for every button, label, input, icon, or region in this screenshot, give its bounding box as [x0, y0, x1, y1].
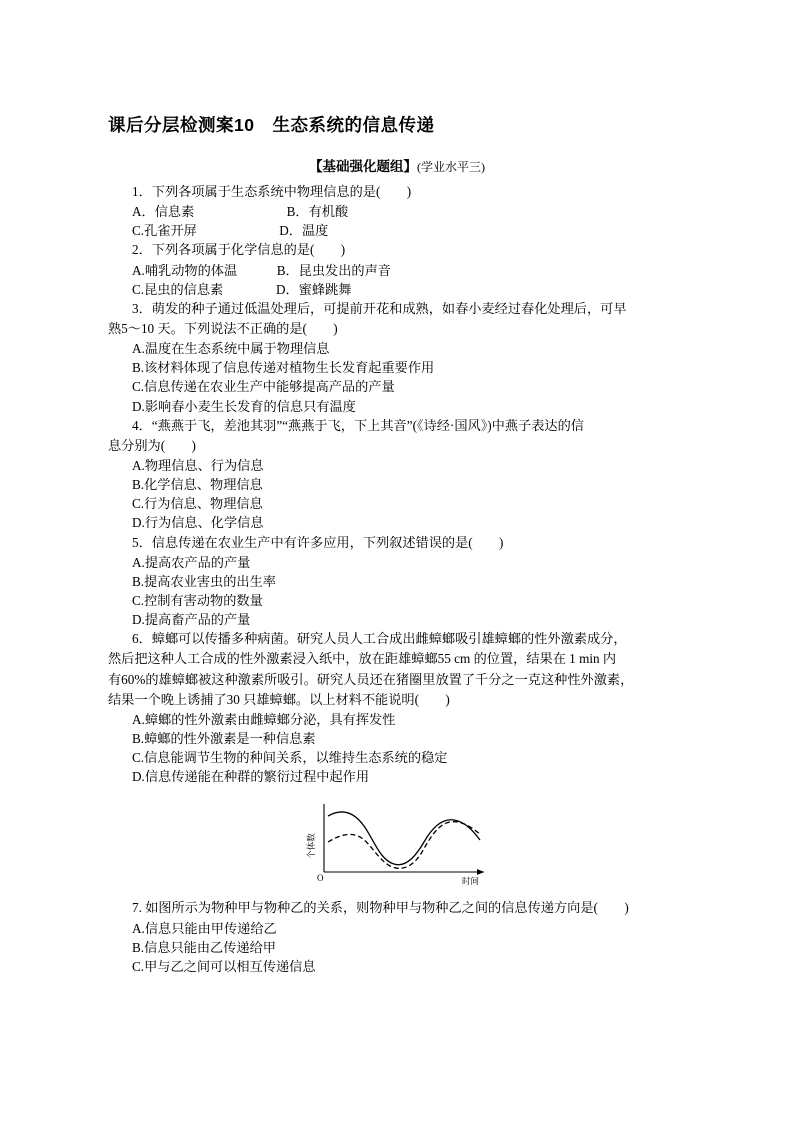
question-2-option-row-2: C.昆虫的信息素 D．蜜蜂跳舞	[132, 281, 352, 297]
page-title: 课后分层检测案10 生态系统的信息传递	[108, 115, 435, 135]
question-2-stem: 2．下列各项属于化学信息的是( )	[132, 242, 346, 258]
question-3-option-d: D.影响春小麦生长发育的信息只有温度	[132, 398, 356, 414]
question-7-stem: 7. 如图所示为物种甲与物种乙的关系，则物种甲与物种乙之间的信息传递方向是( )	[132, 900, 629, 916]
section-heading	[108, 155, 686, 175]
question-1-option-row-2: C.孔雀开屏 D．温度	[132, 223, 329, 239]
question-6-option-a: A.蟑螂的性外激素由雌蟑螂分泌，具有挥发性	[132, 711, 396, 727]
question-4-stem: 4．“燕燕于飞，差池其羽”“燕燕于飞，下上其音”(《诗经·国风》)中燕子表达的信	[132, 417, 584, 433]
question-3-option-c: C.信息传递在农业生产中能够提高产品的产量	[132, 379, 395, 395]
y-axis-label: 个体数	[306, 833, 316, 860]
question-4-option-c: C.行为信息、物理信息	[132, 496, 263, 512]
question-3-stem-cont: 熟5～10 天。下列说法不正确的是( )	[108, 320, 338, 336]
question-6-option-c: C.信息能调节生物的种间关系，以维持生态系统的稳定	[132, 750, 448, 766]
question-7-option-c: C.甲与乙之间可以相互传递信息	[132, 958, 316, 974]
population-time-graph	[302, 800, 492, 888]
question-6-stem-cont-2: 有60%的雄蟑螂被这种激素所吸引。研究人员还在猪圈里放置了千分之一克这种性外激素，	[108, 671, 634, 687]
x-axis-label: 时间	[462, 876, 480, 887]
question-4-option-a: A.物理信息、行为信息	[132, 457, 264, 473]
question-4-option-d: D.行为信息、化学信息	[132, 515, 264, 531]
question-5-option-a: A.提高农产品的产量	[132, 554, 251, 570]
question-6-stem-cont-3: 结果一个晚上诱捕了30 只雄蟑螂。以上材料不能说明( )	[108, 691, 450, 707]
question-3-stem: 3．萌发的种子通过低温处理后，可提前开花和成熟，如春小麦经过春化处理后，可早	[132, 300, 627, 316]
question-1-stem: 1．下列各项属于生态系统中物理信息的是( )	[132, 184, 412, 199]
question-7-option-a: A.信息只能由甲传递给乙	[132, 920, 277, 936]
question-7-option-b: B.信息只能由乙传递给甲	[132, 939, 276, 955]
figure-population-curves	[108, 800, 686, 888]
question-5-option-b: B.提高农业害虫的出生率	[132, 573, 276, 589]
question-3-option-b: B.该材料体现了信息传递对植物生长发育起重要作用	[132, 360, 435, 376]
question-6-option-d: D.信息传递能在种群的繁衍过程中起作用	[132, 769, 370, 785]
origin-label: O	[317, 873, 324, 884]
section-level-label: (学业水平三)	[417, 160, 485, 174]
question-5-stem: 5．信息传递在农业生产中有许多应用，下列叙述错误的是( )	[132, 534, 504, 550]
document-content	[108, 112, 686, 976]
question-2-option-row-1: A.哺乳动物的体温 B．昆虫发出的声音	[132, 262, 391, 278]
question-6-option-b: B.蟑螂的性外激素是一种信息素	[132, 730, 316, 746]
question-4-stem-cont: 息分别为( )	[108, 437, 196, 453]
section-heading-label: 【基础强化题组】	[309, 159, 417, 174]
question-4-option-b: B.化学信息、物理信息	[132, 477, 263, 493]
question-3-option-a: A.温度在生态系统中属于物理信息	[132, 341, 330, 357]
question-5-option-c: C.控制有害动物的数量	[132, 592, 263, 608]
question-6-stem-cont-1: 然后把这种人工合成的性外激素浸入纸中，放在距雄蟑螂55 cm 的位置，结果在 1 min 内	[108, 651, 617, 667]
question-6-stem: 6．蟑螂可以传播多种病菌。研究人员人工合成出雌蟑螂吸引雄蟑螂的性外激素成分，	[132, 631, 627, 647]
question-1-option-row-1: A．信息素 B．有机酸	[132, 204, 349, 220]
question-5-option-d: D.提高畜产品的产量	[132, 612, 251, 628]
